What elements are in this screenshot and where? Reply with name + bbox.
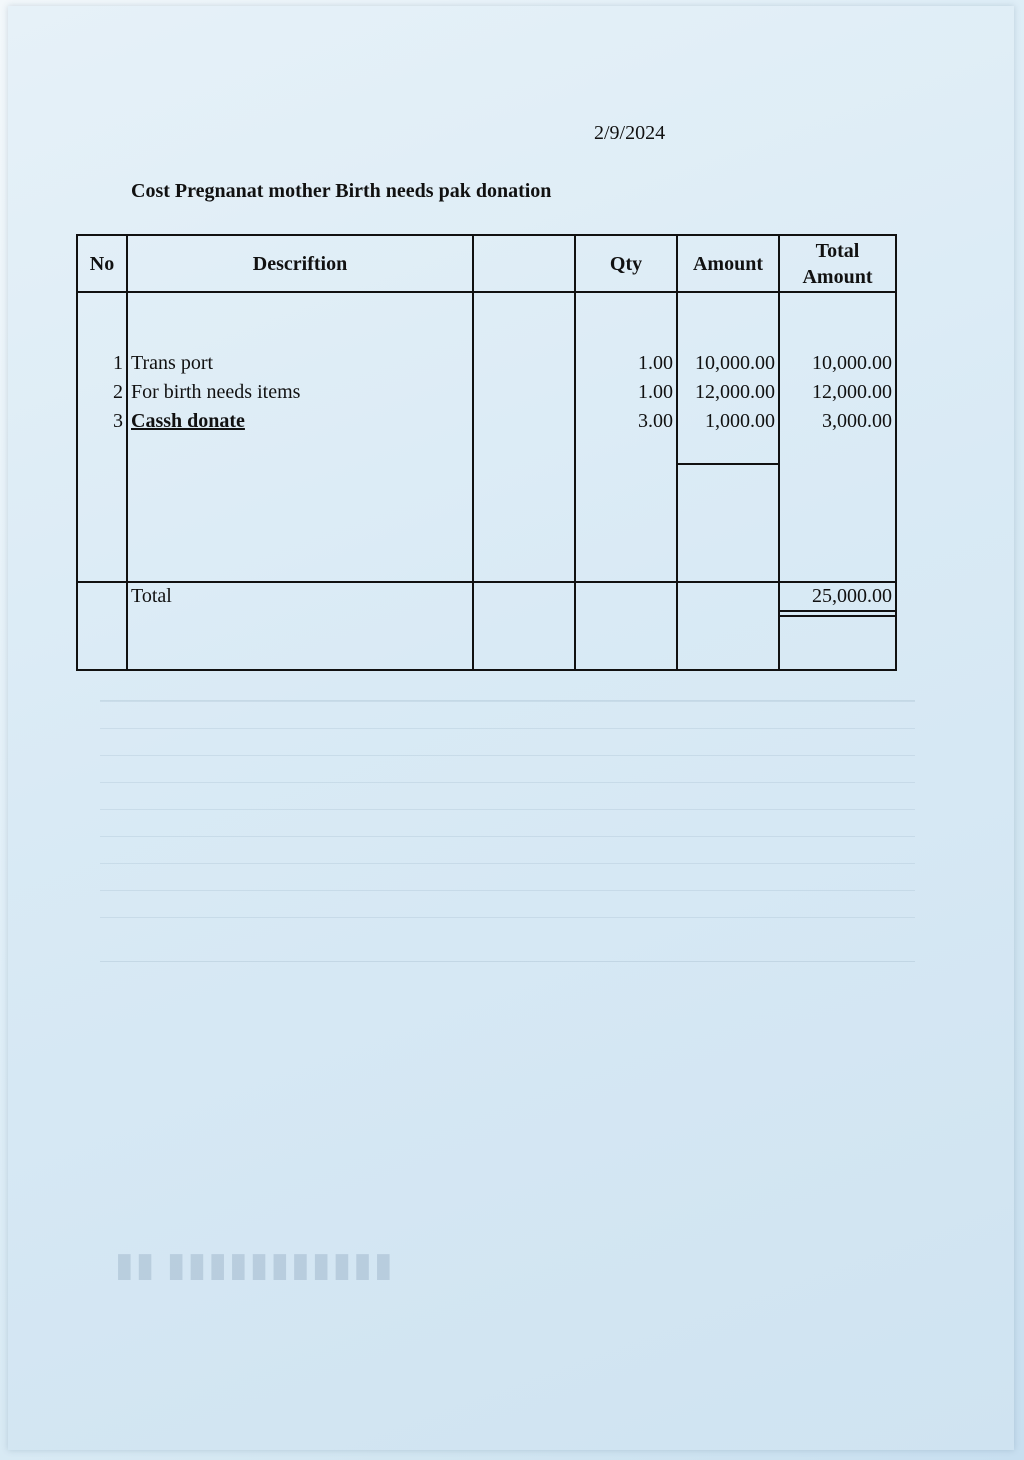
no-column	[77, 292, 127, 582]
amount-divider	[678, 463, 778, 465]
grand-total-cell	[779, 582, 896, 670]
bleed-through-lines	[100, 700, 915, 962]
header-description: Descriftion	[127, 235, 473, 292]
document-date: 2/9/2024	[594, 122, 666, 144]
amount-column	[677, 292, 779, 582]
row-amount: 12,000.00	[695, 381, 775, 403]
row-qty: 1.00	[638, 381, 673, 403]
grand-total: 25,000.00	[780, 583, 895, 612]
header-total-amount	[779, 235, 896, 292]
qty-column	[575, 292, 677, 582]
header-no: No	[77, 235, 127, 292]
table-header-row	[77, 235, 896, 292]
double-underline	[780, 612, 895, 617]
header-qty: Qty	[575, 235, 677, 292]
row-qty: 1.00	[638, 352, 673, 374]
header-blank	[473, 235, 575, 292]
blank-column	[473, 292, 575, 582]
row-total: 3,000.00	[822, 410, 892, 432]
row-description: Trans port	[131, 352, 214, 374]
table-total-row	[77, 582, 896, 670]
cost-table	[76, 234, 897, 671]
row-no: 2	[113, 381, 123, 403]
total-label: Total	[131, 585, 172, 607]
row-qty: 3.00	[638, 410, 673, 432]
header-total-amount-label: Total Amount	[802, 239, 873, 288]
header-amount: Amount	[677, 235, 779, 292]
total-column	[779, 292, 896, 582]
row-amount: 10,000.00	[695, 352, 775, 374]
document-title: Cost Pregnanat mother Birth needs pak donation	[131, 180, 552, 202]
description-column	[127, 292, 473, 582]
row-description: For birth needs items	[131, 381, 301, 403]
row-amount: 1,000.00	[705, 410, 775, 432]
table-body-row	[77, 292, 896, 582]
row-no: 3	[113, 410, 123, 432]
row-no: 1	[113, 352, 123, 374]
row-total: 12,000.00	[812, 381, 892, 403]
row-total: 10,000.00	[812, 352, 892, 374]
bleed-through-logo: ▮▮ ▮▮▮▮▮▮▮▮▮▮▮	[115, 1247, 395, 1284]
row-description: Cassh donate	[131, 410, 245, 432]
